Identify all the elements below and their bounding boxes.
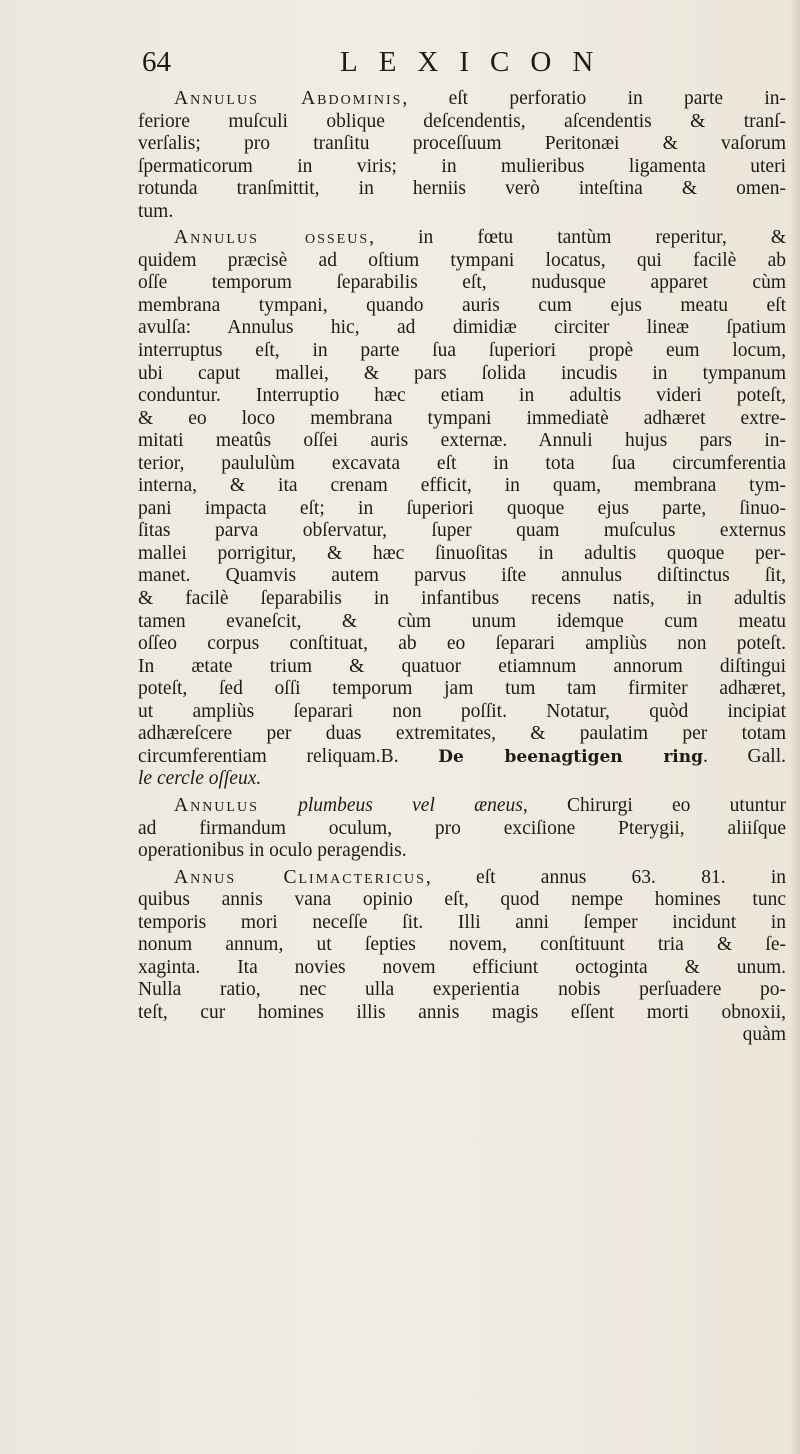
entry-annulus-abdominis: [138, 88, 786, 223]
text-line: oſſeo corpus conſtituat, ab eo ſeparari ampliùs non poteſt.: [138, 633, 786, 655]
text-line: In ætate trium & quatuor etiamnum annorum diſtingui: [138, 655, 786, 677]
running-head-title: LEXICON: [340, 46, 615, 78]
dutch-term: De beenagtigen ring: [438, 746, 704, 767]
text-line: adhæreſcere per duas extremitates, & paulatim per totam: [138, 723, 786, 745]
text-line: manet. Quamvis autem parvus iſte annulus diſtinctus ſit,: [138, 565, 786, 587]
text-line: ſpermaticorum in viris; in mulieribus ligamenta uteri: [138, 155, 786, 177]
text-line: teſt, cur homines illis annis magis eſſent morti obnoxii,: [138, 1001, 786, 1023]
text-line: temporis mori neceſſe ſit. Illi anni ſemper incidunt in: [138, 911, 786, 933]
text-line: circumferentiam reliquam.B. De beenagtigen ring. Gall.: [138, 745, 786, 767]
text-line: oſſe temporum ſeparabilis eſt, nudusque apparet cùm: [138, 272, 786, 294]
text-line: terior, paululùm excavata eſt in tota ſua circumferentia: [138, 452, 786, 474]
text-line: interna, & ita crenam efficit, in quam, membrana tym-: [138, 475, 786, 497]
text-line: mitati meatûs oſſei auris externæ. Annuli hujus pars in-: [138, 430, 786, 452]
lexicon-text: [138, 88, 786, 1047]
text-line: Annus Climactericus, eſt annus 63. 81. in: [174, 866, 786, 888]
text-line: & facilè ſeparabilis in infantibus recens natis, in adultis: [138, 588, 786, 610]
text-line: Nulla ratio, nec ulla experientia nobis perſuadere po-: [138, 979, 786, 1001]
entry-annulus-osseus: [138, 227, 786, 791]
text-line: Annulus Abdominis, eſt perforatio in parte in-: [174, 88, 786, 109]
text-line: quidem præcisè ad oſtium tympani locatus, qui facilè ab: [138, 249, 786, 271]
text-line: verſalis; pro tranſitu proceſſuum Peritonæi & vaſorum: [138, 133, 786, 155]
text-line: avulſa: Annulus hic, ad dimidiæ circiter lineæ ſpatium: [138, 317, 786, 339]
page-number: 64: [142, 46, 171, 78]
text-line: ad firmandum oculum, pro exciſione Pterygii, aliiſque: [138, 817, 786, 839]
running-head: [142, 42, 782, 88]
text-line: tamen evaneſcit, & cùm unum idemque cum meatu: [138, 610, 786, 632]
text-line: nonum annum, ut ſepties novem, conſtituunt tria & ſe-: [138, 934, 786, 956]
text-line: interruptus eſt, in parte ſua ſuperiori propè eum locum,: [138, 340, 786, 362]
text-line: conduntur. Interruptio hæc etiam in adultis videri poteſt,: [138, 385, 786, 407]
catchword: quàm: [742, 1024, 786, 1046]
text-line: xaginta. Ita novies novem efficiunt octoginta & unum.: [138, 956, 786, 978]
text-line: & eo loco membrana tympani immediatè adhæret extre-: [138, 407, 786, 429]
headword: Annus Climactericus: [174, 866, 426, 888]
text-line: ubi caput mallei, & pars ſolida incudis in tympanum: [138, 362, 786, 384]
text-line: mallei porrigitur, & hæc ſinuoſitas in adultis quoque per-: [138, 542, 786, 564]
text-line: ut ampliùs ſeparari non poſſit. Notatur, quòd incipiat: [138, 700, 786, 722]
text-line: Annulus plumbeus vel æneus, Chirurgi eo utuntur: [174, 794, 786, 816]
headword: Annulus Abdominis: [174, 88, 403, 109]
headword: Annulus osseus: [174, 227, 370, 249]
text-line: Annulus osseus, in fœtu tantùm reperitur, &: [174, 227, 786, 249]
text-line: feriore muſculi oblique deſcendentis, aſcendentis & tranſ-: [138, 110, 786, 132]
text-line: pani impacta eſt; in ſuperiori quoque ejus parte, ſinuo-: [138, 497, 786, 519]
text-line: ſitas parva obſervatur, ſuper quam muſculus externus: [138, 520, 786, 542]
text-line: poteſt, ſed oſſi temporum jam tum tam firmiter adhæret,: [138, 678, 786, 700]
text-line: le cercle oſſeux.: [138, 768, 262, 790]
text-line: tum.: [138, 200, 174, 222]
text-line: membrana tympani, quando auris cum ejus meatu eſt: [138, 294, 786, 316]
text-line: quibus annis vana opinio eſt, quod nempe homines tunc: [138, 889, 786, 911]
entry-annus-climactericus: [138, 867, 786, 1047]
page-edge-shadow: [790, 0, 800, 1454]
entry-annulus-plumbeus: [138, 795, 786, 863]
text-line: rotunda tranſmittit, in herniis verò inteſtina & omen-: [138, 178, 786, 200]
headword: Annulus: [174, 794, 259, 816]
text-line: operationibus in oculo peragendis.: [138, 840, 407, 862]
